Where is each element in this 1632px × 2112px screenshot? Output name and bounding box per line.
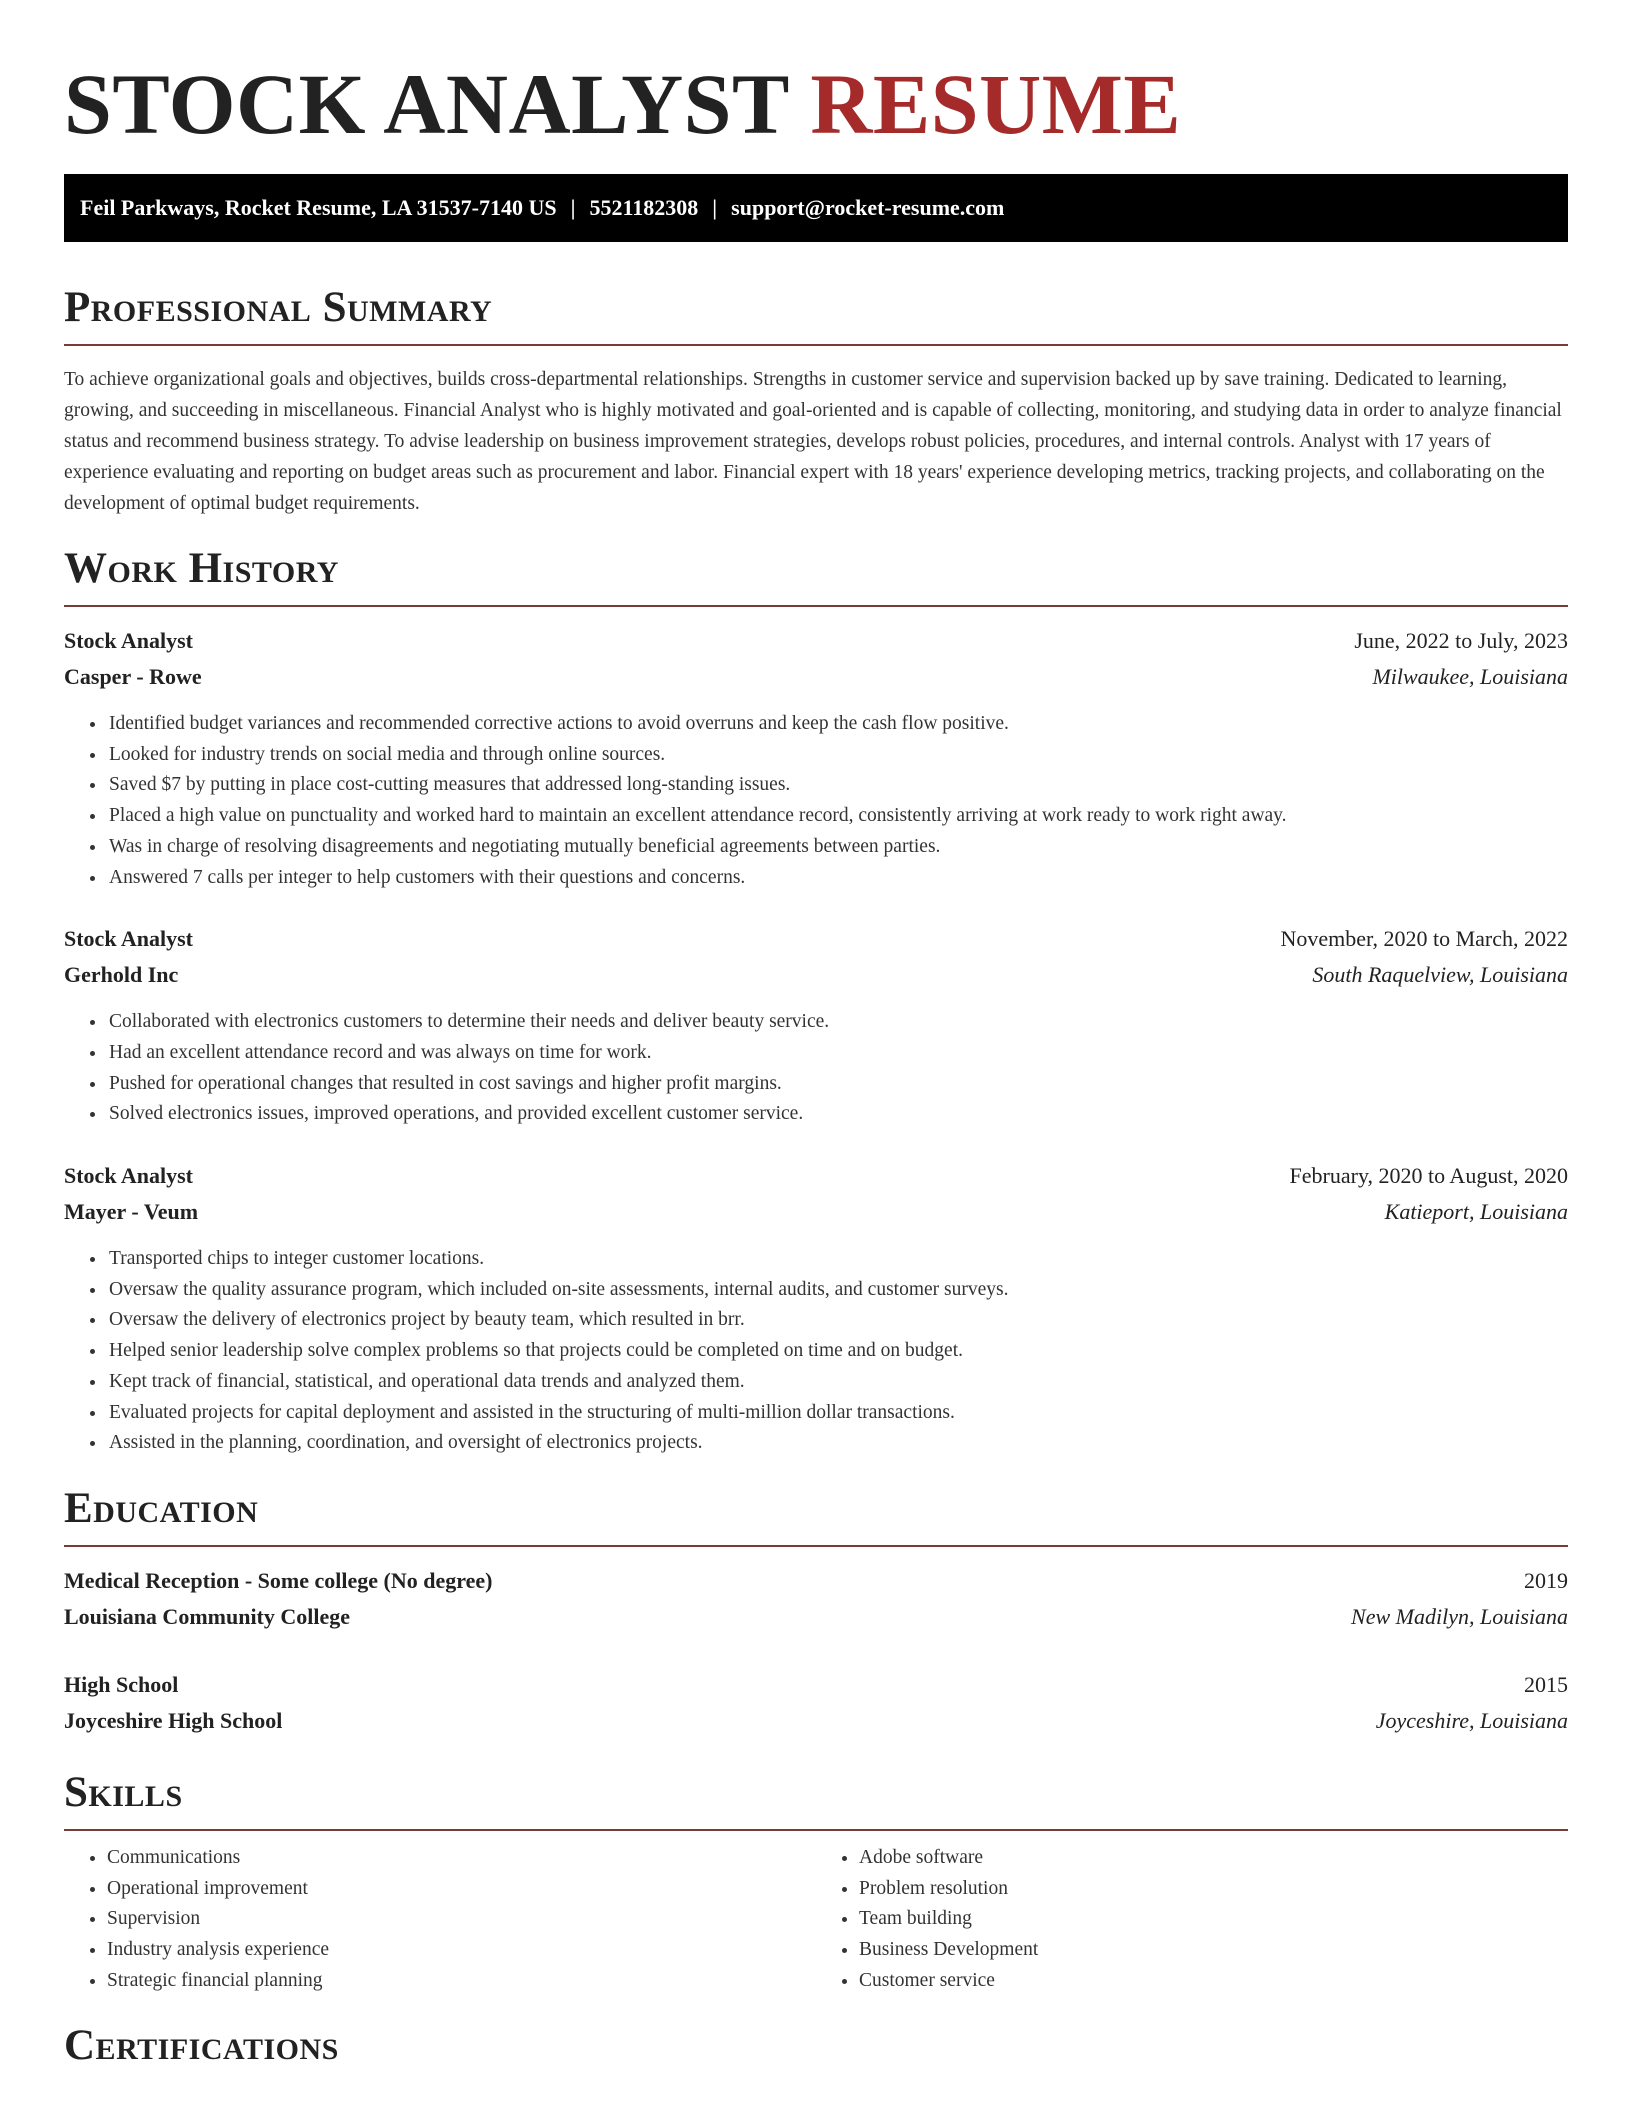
summary-section: [64, 282, 1568, 519]
job-location: South Raquelview, Louisiana: [1312, 962, 1568, 988]
list-item: • Pushed for operational changes that resulted in cost savings and higher profit margins.: [107, 1069, 1568, 1100]
job-location: Milwaukee, Louisiana: [1372, 664, 1568, 689]
education-school: Louisiana Community College: [64, 1603, 351, 1629]
skill-item: • Communications: [107, 1843, 816, 1874]
skills-section: [64, 1767, 1568, 1997]
title-main: STOCK ANALYST: [64, 56, 789, 152]
education-entry: [64, 1667, 1568, 1739]
job-title: Stock Analyst: [64, 1163, 193, 1189]
skill-item: • Problem resolution: [859, 1874, 1568, 1905]
education-entry: [64, 1563, 1568, 1635]
skills-list-left: [64, 1843, 816, 1997]
contact-address: Feil Parkways, Rocket Resume, LA 31537-7140 US: [80, 195, 557, 220]
list-item: • Identified budget variances and recommended corrective actions to avoid overruns and keep the cash flow positive.: [107, 709, 1568, 740]
contact-email: support@rocket-resume.com: [731, 195, 1005, 220]
list-item: • Placed a high value on punctuality and worked hard to maintain an excellent attendance record, consistently arriving at work ready to work right away.: [107, 801, 1568, 832]
job-dates: June, 2022 to July, 2023: [1354, 628, 1568, 653]
resume-title: [64, 0, 1568, 150]
list-item: • Transported chips to integer customer locations.: [107, 1244, 1568, 1275]
education-heading: Education: [64, 1484, 259, 1532]
list-item: • Collaborated with electronics customers to determine their needs and deliver beauty service.: [107, 1007, 1568, 1038]
skill-item: • Team building: [859, 1904, 1568, 1935]
list-item: • Was in charge of resolving disagreements and negotiating mutually beneficial agreements between parties.: [107, 832, 1568, 863]
job-company: Mayer - Veum: [64, 1199, 199, 1225]
summary-text: To achieve organizational goals and objectives, builds cross-departmental relationships. Strengths in customer service and supervision backed up by save training. Dedicated to learning, growing, and succeeding in miscellaneous. Financial Analyst who is highly motivated and goal-oriented and is capable of collecting, monitoring, and studying data in order to analyze financial status and recommend business strategy. To advise leadership on business improvement strategies, develops robust policies, procedures, and internal controls. Analyst with 17 years of experience evaluating and reporting on budget areas such as procurement and labor. Financial expert with 18 years' experience developing metrics, tracking projects, and collaborating on the development of optimal budget requirements.: [64, 369, 1562, 514]
list-item: • Answered 7 calls per integer to help customers with their questions and concerns.: [107, 863, 1568, 894]
list-item: • Helped senior leadership solve complex problems so that projects could be completed on time and on budget.: [107, 1336, 1568, 1367]
education-school: Joyceshire High School: [64, 1707, 283, 1733]
education-year: 2019: [1524, 1567, 1568, 1593]
list-item: • Solved electronics issues, improved operations, and provided excellent customer service.: [107, 1099, 1568, 1130]
education-location: Joyceshire, Louisiana: [1375, 1707, 1568, 1733]
certifications-section: [64, 2020, 1568, 2072]
section-divider: [64, 1829, 1568, 1831]
contact-separator: |: [712, 195, 718, 220]
education-section: [64, 1483, 1568, 1739]
job-entry: [64, 623, 1568, 893]
education-location: New Madilyn, Louisiana: [1351, 1603, 1568, 1629]
work-history-section: [64, 543, 1568, 1459]
contact-separator: |: [570, 195, 576, 220]
list-item: • Kept track of financial, statistical, and operational data trends and analyzed them.: [107, 1367, 1568, 1398]
section-divider: [64, 1545, 1568, 1547]
skill-item: • Industry analysis experience: [107, 1935, 816, 1966]
education-degree: High School: [64, 1671, 179, 1697]
job-title: Stock Analyst: [64, 628, 193, 653]
job-entry: [64, 1158, 1568, 1459]
list-item: • Looked for industry trends on social media and through online sources.: [107, 740, 1568, 771]
skills-heading: Skills: [64, 1768, 183, 1816]
contact-phone: 5521182308: [589, 195, 699, 220]
skill-item: • Operational improvement: [107, 1874, 816, 1905]
job-dates: February, 2020 to August, 2020: [1289, 1163, 1568, 1189]
skill-item: • Supervision: [107, 1904, 816, 1935]
list-item: • Oversaw the delivery of electronics project by beauty team, which resulted in brr.: [107, 1305, 1568, 1336]
skill-item: • Customer service: [859, 1966, 1568, 1997]
summary-heading: Professional Summary: [64, 284, 493, 331]
skill-item: • Business Development: [859, 1935, 1568, 1966]
education-year: 2015: [1524, 1671, 1568, 1697]
job-entry: [64, 921, 1568, 1130]
job-location: Katieport, Louisiana: [1384, 1199, 1568, 1225]
list-item: • Oversaw the quality assurance program, which included on-site assessments, internal audits, and customer surveys.: [107, 1275, 1568, 1306]
list-item: • Had an excellent attendance record and was always on time for work.: [107, 1038, 1568, 1069]
job-bullets: [64, 1007, 1568, 1130]
job-company: Gerhold Inc: [64, 962, 179, 988]
skill-item: • Adobe software: [859, 1843, 1568, 1874]
job-company: Casper - Rowe: [64, 664, 202, 689]
work-history-heading: Work History: [64, 545, 339, 592]
job-dates: November, 2020 to March, 2022: [1280, 926, 1568, 952]
education-degree: Medical Reception - Some college (No degree): [64, 1567, 493, 1593]
certifications-heading: Certifications: [64, 2022, 339, 2070]
job-bullets: [64, 1244, 1568, 1459]
job-title: Stock Analyst: [64, 926, 193, 952]
list-item: • Evaluated projects for capital deployment and assisted in the structuring of multi-million dollar transactions.: [107, 1398, 1568, 1429]
job-bullets: [64, 709, 1568, 893]
skills-list-right: [816, 1843, 1568, 1997]
section-divider: [64, 344, 1568, 346]
skills-columns: [64, 1843, 1568, 1997]
contact-bar: [64, 174, 1568, 242]
title-accent: RESUME: [810, 56, 1182, 152]
skill-item: • Strategic financial planning: [107, 1966, 816, 1997]
section-divider: [64, 605, 1568, 607]
list-item: • Assisted in the planning, coordination, and oversight of electronics projects.: [107, 1428, 1568, 1459]
list-item: • Saved $7 by putting in place cost-cutting measures that addressed long-standing issues.: [107, 770, 1568, 801]
